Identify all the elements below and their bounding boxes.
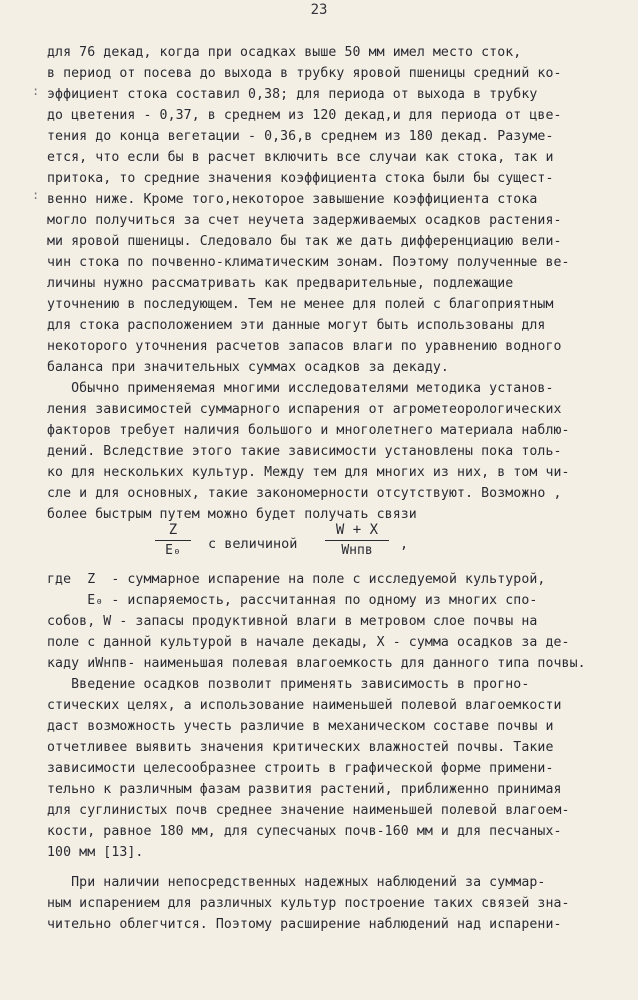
text-line: тения до конца вегетации - 0,36,в среднем из 180 декад. Разуме- xyxy=(47,129,554,144)
text-line: эффициент стока составил 0,38; для периода от выхода в трубку xyxy=(47,87,538,102)
text-line: личины нужно рассматривать как предварительные, подлежащие xyxy=(47,276,514,291)
text-line: для суглинистых почв среднее значение наименьшей полевой влагоем- xyxy=(47,803,570,818)
text-line: зависимости целесообразнее строить в графической форме примени- xyxy=(47,761,554,776)
margin-punch-mark: : xyxy=(32,188,40,202)
text-line: до цветения - 0,37, в среднем из 120 декад,и для периода от цве- xyxy=(47,108,562,123)
fraction-bar xyxy=(155,540,191,541)
text-line: притока, то средние значения коэффициента стока были бы сущест- xyxy=(47,171,554,186)
text-line: При наличии непосредственных надежных наблюдений за суммар- xyxy=(47,875,546,890)
text-line: ления зависимостей суммарного испарения от агрометеорологических xyxy=(47,402,562,417)
text-line: где Z - суммарное испарение на поле с исследуемой культурой, xyxy=(47,572,546,587)
text-line: некоторого уточнения расчетов запасов влаги по уравнению водного xyxy=(47,339,562,354)
text-line: отчетливее выявить значения критических влажностей почвы. Такие xyxy=(47,740,554,755)
text-line: чительно облегчится. Поэтому расширение наблюдений над испарени- xyxy=(47,917,562,932)
formula-connector: с величиной xyxy=(208,536,298,552)
text-line: более быстрым путем можно будет получать связи xyxy=(47,507,417,522)
text-line: Обычно применяемая многими исследователями методика установ- xyxy=(47,381,554,396)
text-line: кости, равное 180 мм, для супесчаных почв-160 мм и для песчаных- xyxy=(47,824,562,839)
text-line: дений. Вследствие этого такие зависимости установлены пока толь- xyxy=(47,444,562,459)
text-line: каду иWнпв- наименьшая полевая влагоемкость для данного типа почвы. xyxy=(47,656,586,671)
formula-trailing-comma: , xyxy=(400,536,409,552)
fraction-left-numerator: Z xyxy=(168,522,178,538)
text-line: ется, что если бы в расчет включить все случаи как стока, так и xyxy=(47,150,554,165)
text-line: чин стока по почвенно-климатическим зонам. Поэтому полученные ве- xyxy=(47,255,570,270)
text-line: сле и для основных, такие закономерности отсутствуют. Возможно , xyxy=(47,486,562,501)
text-line: тельно к различным фазам развития растений, приближенно принимая xyxy=(47,782,562,797)
text-line: в период от посева до выхода в трубку яровой пшеницы средний ко- xyxy=(47,66,562,81)
text-line: венно ниже. Кроме того,некоторое завышение коэффициента стока xyxy=(47,192,538,207)
fraction-right-denominator: Wнпв xyxy=(341,543,373,558)
fraction-bar xyxy=(325,540,389,541)
text-line: даст возможность учесть различие в механическом составе почвы и xyxy=(47,719,554,734)
text-line: собов, W - запасы продуктивной влаги в метровом слое почвы на xyxy=(47,614,538,629)
text-line: ми яровой пшеницы. Следовало бы так же дать дифференциацию вели- xyxy=(47,234,562,249)
text-line: стических целях, а использование наименьшей полевой влагоемкости xyxy=(47,698,562,713)
text-line: баланса при значительных суммах осадков за декаду. xyxy=(47,360,449,375)
text-line: для 76 декад, когда при осадках выше 50 мм имел место сток, xyxy=(47,45,522,60)
fraction-left-denominator: E₀ xyxy=(165,543,181,558)
fraction-left xyxy=(155,522,191,558)
page-number: 23 xyxy=(310,2,328,18)
text-line: Введение осадков позволит применять зависимость в прогно- xyxy=(47,677,530,692)
fraction-right-numerator: W + X xyxy=(335,522,379,538)
margin-punch-mark: : xyxy=(32,84,40,98)
text-line: ко для нескольких культур. Между тем для многих из них, в том чи- xyxy=(47,465,570,480)
fraction-right xyxy=(325,522,389,558)
text-line: могло получиться за счет неучета задерживаемых осадков растения- xyxy=(47,213,562,228)
text-line: 100 мм [13]. xyxy=(47,845,144,860)
text-line: для стока расположением эти данные могут быть использованы для xyxy=(47,318,546,333)
text-line: ным испарением для различных культур построение таких связей зна- xyxy=(47,896,570,911)
text-line: E₀ - испаряемость, рассчитанная по одному из многих спо- xyxy=(47,593,538,608)
text-line: факторов требует наличия большого и многолетнего материала наблю- xyxy=(47,423,570,438)
text-line: поле с данной культурой в начале декады, X - сумма осадков за де- xyxy=(47,635,570,650)
text-line: уточнению в последующем. Тем не менее для полей с благоприятным xyxy=(47,297,554,312)
